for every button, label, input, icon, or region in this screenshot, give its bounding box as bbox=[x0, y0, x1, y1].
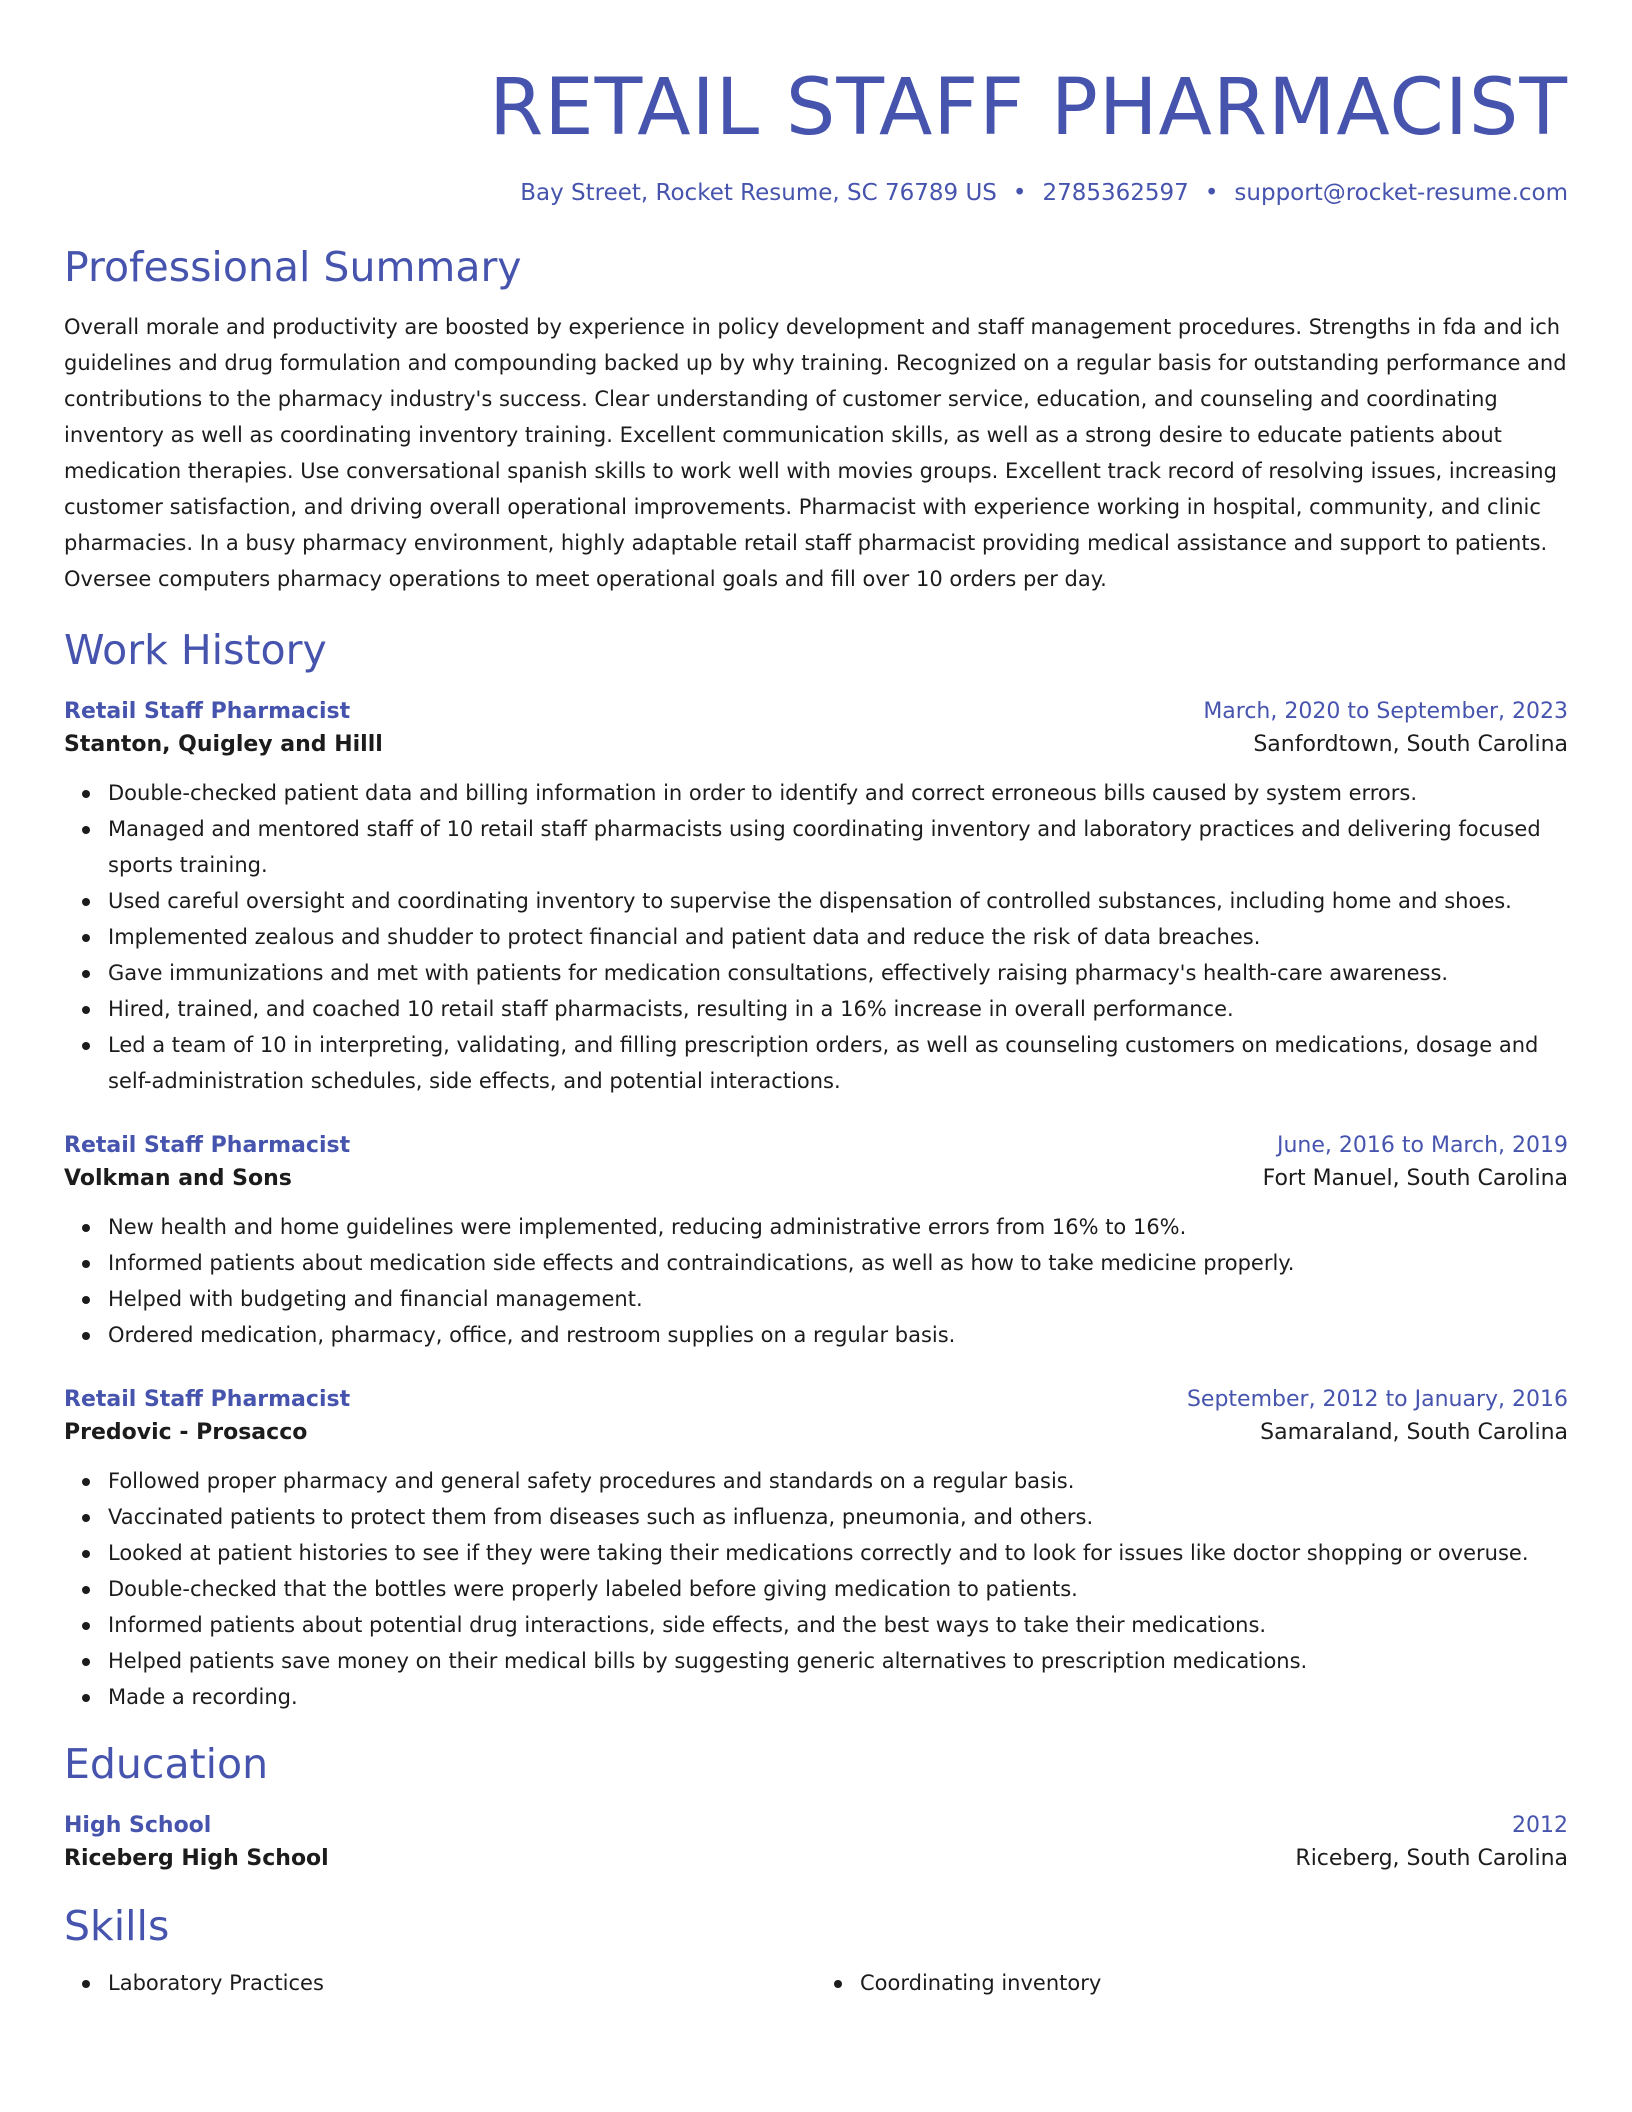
contact-phone: 2785362597 bbox=[1042, 180, 1189, 206]
job-location: Sanfordtown, South Carolina bbox=[1253, 732, 1568, 757]
skill-item: Coordinating inventory bbox=[860, 1965, 1568, 2001]
contact-line bbox=[64, 178, 1568, 208]
job-company: Stanton, Quigley and Hilll bbox=[64, 732, 383, 757]
contact-address: Bay Street, Rocket Resume, SC 76789 US bbox=[520, 180, 997, 206]
section-title-work-history: Work History bbox=[64, 626, 327, 674]
job-entry bbox=[64, 1129, 1568, 1353]
education-entry bbox=[64, 1809, 1568, 1875]
job-bullet: Double-checked patient data and billing information in order to identify and correct erroneous bills caused by system errors. bbox=[108, 775, 1568, 811]
job-bullet: Followed proper pharmacy and general safety procedures and standards on a regular basis. bbox=[108, 1463, 1568, 1499]
skills-column-right bbox=[816, 1965, 1568, 2001]
job-dates: March, 2020 to September, 2023 bbox=[1203, 699, 1568, 724]
section-title-skills: Skills bbox=[64, 1902, 170, 1950]
job-location: Fort Manuel, South Carolina bbox=[1262, 1166, 1568, 1191]
job-dates: June, 2016 to March, 2019 bbox=[1277, 1133, 1568, 1158]
resume-name: RETAIL STAFF PHARMACIST bbox=[489, 63, 1568, 153]
job-title: Retail Staff Pharmacist bbox=[64, 1387, 351, 1412]
job-title: Retail Staff Pharmacist bbox=[64, 1133, 351, 1158]
job-bullet: Looked at patient histories to see if they were taking their medications correctly and to look for issues like doctor shopping or overuse. bbox=[108, 1535, 1568, 1571]
education-degree: High School bbox=[64, 1813, 212, 1838]
job-bullet: New health and home guidelines were implemented, reducing administrative errors from 16% to 16%. bbox=[108, 1209, 1568, 1245]
job-bullet: Used careful oversight and coordinating inventory to supervise the dispensation of controlled substances, including home and shoes. bbox=[108, 883, 1568, 919]
education-year: 2012 bbox=[1512, 1813, 1568, 1838]
section-title-summary: Professional Summary bbox=[64, 243, 522, 291]
summary-text: Overall morale and productivity are boosted by experience in policy development and staff management procedures. Strengths in fda and ich guidelines and drug formulation and compounding backed up by why training. Recognized on a regular basis for outstanding performance and contributions to the pharmacy industry's success. Clear understanding of customer service, education, and counseling and coordinating inventory as well as coordinating inventory training. Excellent communication skills, as well as a strong desire to educate patients about medication therapies. Use conversational spanish skills to work well with movies groups. Excellent track record of resolving issues, increasing customer satisfaction, and driving overall operational improvements. Pharmacist with experience working in hospital, community, and clinic pharmacies. In a busy pharmacy environment, highly adaptable retail staff pharmacist providing medical assistance and support to patients. Oversee computers pharmacy operations to meet operational goals and fill over 10 orders per day. bbox=[64, 315, 1567, 591]
job-bullet: Helped with budgeting and financial management. bbox=[108, 1281, 1568, 1317]
job-bullet: Hired, trained, and coached 10 retail staff pharmacists, resulting in a 16% increase in overall performance. bbox=[108, 991, 1568, 1027]
job-bullets bbox=[64, 775, 1568, 1099]
job-company: Predovic - Prosacco bbox=[64, 1420, 308, 1445]
job-bullet: Gave immunizations and met with patients for medication consultations, effectively raising pharmacy's health-care awareness. bbox=[108, 955, 1568, 991]
job-bullet: Informed patients about potential drug interactions, side effects, and the best ways to take their medications. bbox=[108, 1607, 1568, 1643]
job-bullets bbox=[64, 1463, 1568, 1715]
job-bullets bbox=[64, 1209, 1568, 1353]
skill-item: Laboratory Practices bbox=[108, 1965, 816, 2001]
job-bullet: Led a team of 10 in interpreting, validating, and filling prescription orders, as well as counseling customers on medications, dosage and self-administration schedules, side effects, and potential interactions. bbox=[108, 1027, 1568, 1099]
contact-email[interactable]: support@rocket-resume.com bbox=[1234, 180, 1568, 206]
job-dates: September, 2012 to January, 2016 bbox=[1186, 1387, 1568, 1412]
contact-separator: • bbox=[1204, 180, 1219, 206]
job-bullet: Double-checked that the bottles were properly labeled before giving medication to patients. bbox=[108, 1571, 1568, 1607]
job-bullet: Managed and mentored staff of 10 retail staff pharmacists using coordinating inventory and laboratory practices and delivering focused sports training. bbox=[108, 811, 1568, 883]
education-location: Riceberg, South Carolina bbox=[1295, 1846, 1568, 1871]
job-bullet: Informed patients about medication side effects and contraindications, as well as how to take medicine properly. bbox=[108, 1245, 1568, 1281]
skills-column-left bbox=[64, 1965, 816, 2001]
job-entry bbox=[64, 695, 1568, 1099]
job-bullet: Helped patients save money on their medical bills by suggesting generic alternatives to prescription medications. bbox=[108, 1643, 1568, 1679]
job-bullet: Vaccinated patients to protect them from diseases such as influenza, pneumonia, and others. bbox=[108, 1499, 1568, 1535]
job-location: Samaraland, South Carolina bbox=[1260, 1420, 1568, 1445]
education-school: Riceberg High School bbox=[64, 1846, 329, 1871]
job-bullet: Made a recording. bbox=[108, 1679, 1568, 1715]
resume-page bbox=[64, 0, 1568, 2001]
job-bullet: Ordered medication, pharmacy, office, and restroom supplies on a regular basis. bbox=[108, 1317, 1568, 1353]
job-company: Volkman and Sons bbox=[64, 1166, 292, 1191]
job-entry bbox=[64, 1383, 1568, 1715]
section-title-education: Education bbox=[64, 1740, 269, 1788]
job-bullet: Implemented zealous and shudder to protect financial and patient data and reduce the risk of data breaches. bbox=[108, 919, 1568, 955]
job-title: Retail Staff Pharmacist bbox=[64, 699, 351, 724]
contact-separator: • bbox=[1012, 180, 1027, 206]
skills-list bbox=[64, 1965, 1568, 2001]
